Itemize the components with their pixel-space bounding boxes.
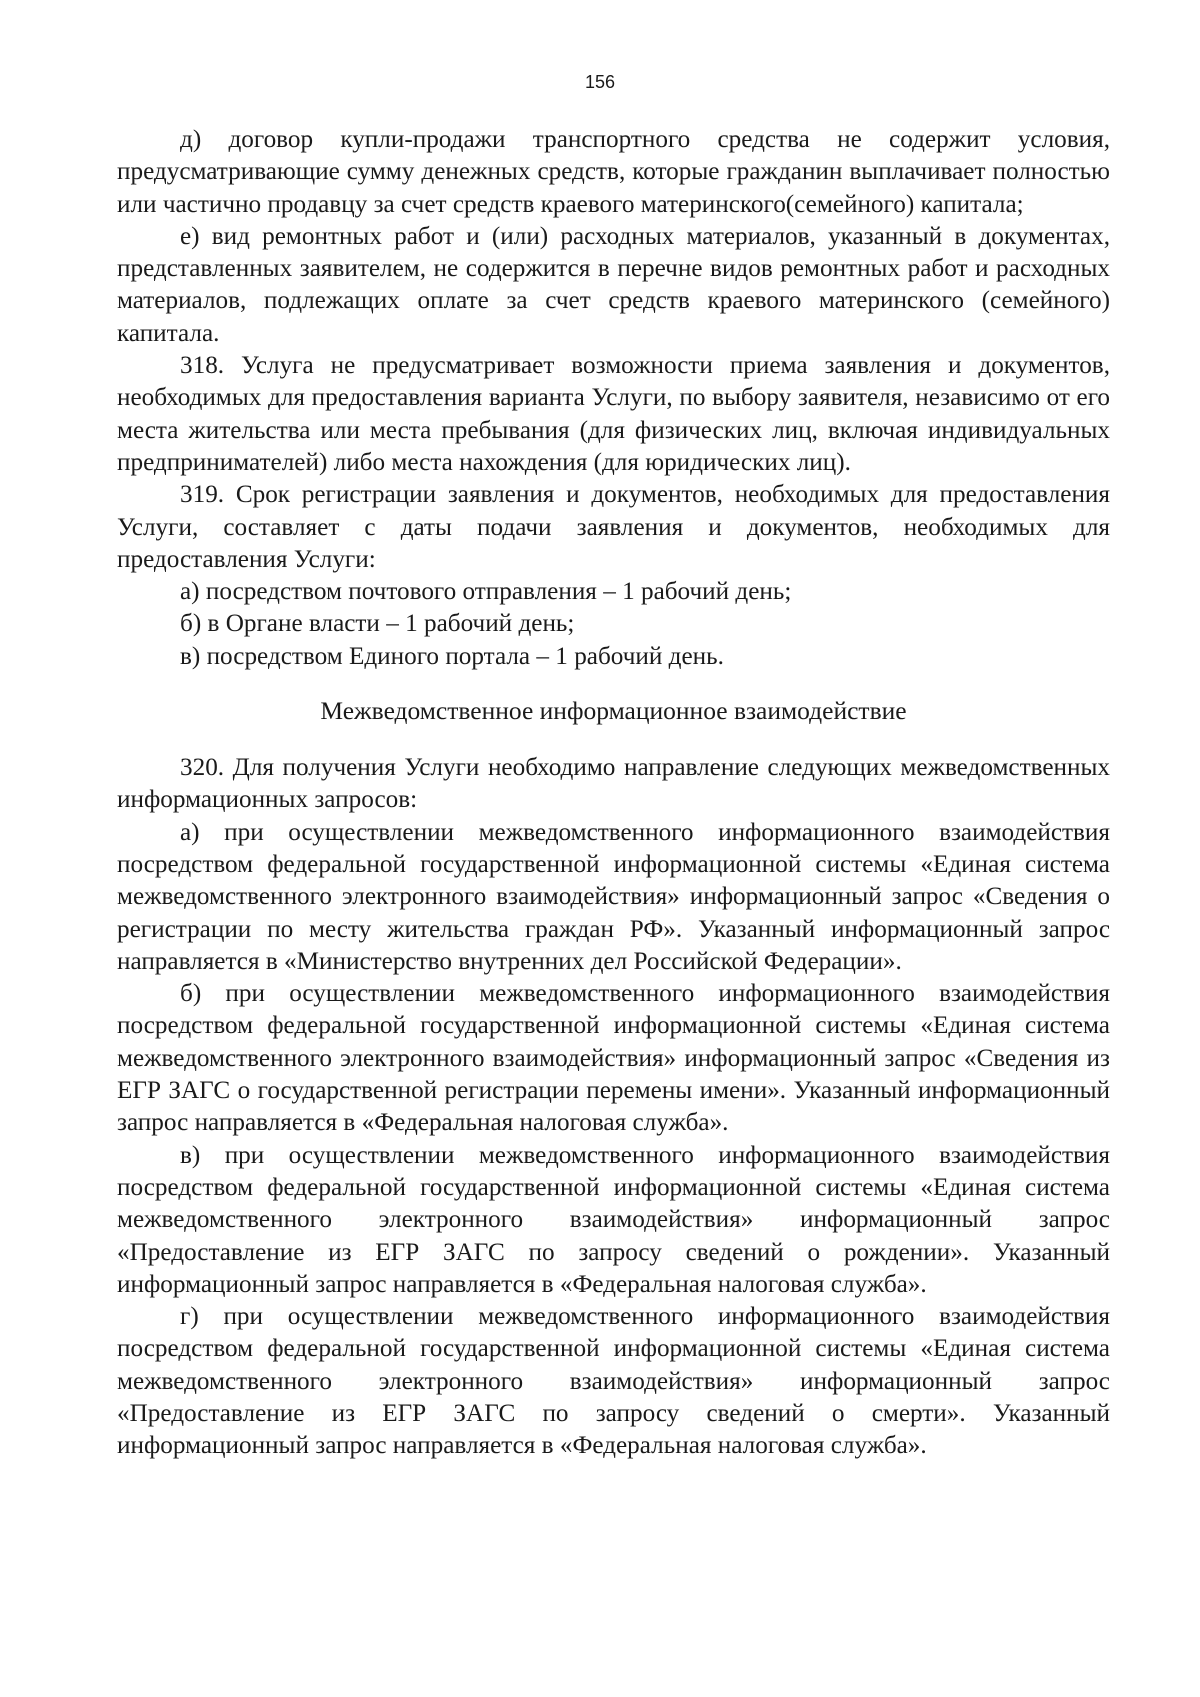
paragraph-320-b: б) при осуществлении межведомственного информационного взаимодействия посредством федеральной государственной информационной системы «Единая система межведомственного электронного взаимодействия» информационный запрос «Сведения из ЕГР ЗАГС о государственной регистрации перемены имени». Указанный информационный запрос направляется в «Федеральная налоговая служба». [117,980,1110,1137]
paragraph-item-d: д) договор купли-продажи транспортного средства не содержит условия, предусматривающие сумму денежных средств, которые гражданин выплачивает полностью или частично продавцу за счет средств краевого материнского(семейного) капитала; [117,126,1110,218]
section-heading: Межведомственное информационное взаимодействие [320,696,907,726]
paragraph-319-v: в) посредством Единого портала – 1 рабочий день. [180,642,724,670]
page-number: 156 [584,72,616,92]
document-body [117,124,1110,1463]
paragraph-item-e: е) вид ремонтных работ и (или) расходных материалов, указанный в документах, представленных заявителем, не содержится в перечне видов ремонтных работ и расходных материалов, подлежащих оплате за счет средств краевого материнского (семейного) капитала. [117,222,1110,347]
paragraph-320-g: г) при осуществлении межведомственного информационного взаимодействия посредством федеральной государственной информационной системы «Единая система межведомственного электронного взаимодействия» информационный запрос «Предоставление из ЕГР ЗАГС по запросу сведений о смерти». Указанный информационный запрос направляется в «Федеральная налоговая служба». [117,1303,1110,1460]
paragraph-319: 319. Срок регистрации заявления и документов, необходимых для предоставления Услуги, составляет с даты подачи заявления и документов, необходимых для предоставления Услуги: [117,481,1110,573]
paragraph-320-a: а) при осуществлении межведомственного информационного взаимодействия посредством федеральной государственной информационной системы «Единая система межведомственного электронного взаимодействия» информационный запрос «Сведения о регистрации по месту жительства граждан РФ». Указанный информационный запрос направляется в «Министерство внутренних дел Российской Федерации». [117,818,1110,975]
paragraph-320: 320. Для получения Услуги необходимо направление следующих межведомственных информационных запросов: [117,754,1110,814]
paragraph-319-b: б) в Органе власти – 1 рабочий день; [180,610,575,638]
paragraph-320-v: в) при осуществлении межведомственного информационного взаимодействия посредством федеральной государственной информационной системы «Единая система межведомственного электронного взаимодействия» информационный запрос «Предоставление из ЕГР ЗАГС по запросу сведений о рождении». Указанный информационный запрос направляется в «Федеральная налоговая служба». [117,1141,1110,1298]
paragraph-319-a: а) посредством почтового отправления – 1 рабочий день; [180,578,792,606]
paragraph-318: 318. Услуга не предусматривает возможности приема заявления и документов, необходимых для предоставления варианта Услуги, по выбору заявителя, независимо от его места жительства или места пребывания (для физических лиц, включая индивидуальных предпринимателей) либо места нахождения (для юридических лиц). [117,352,1110,476]
section-heading-wrap [117,673,1110,752]
